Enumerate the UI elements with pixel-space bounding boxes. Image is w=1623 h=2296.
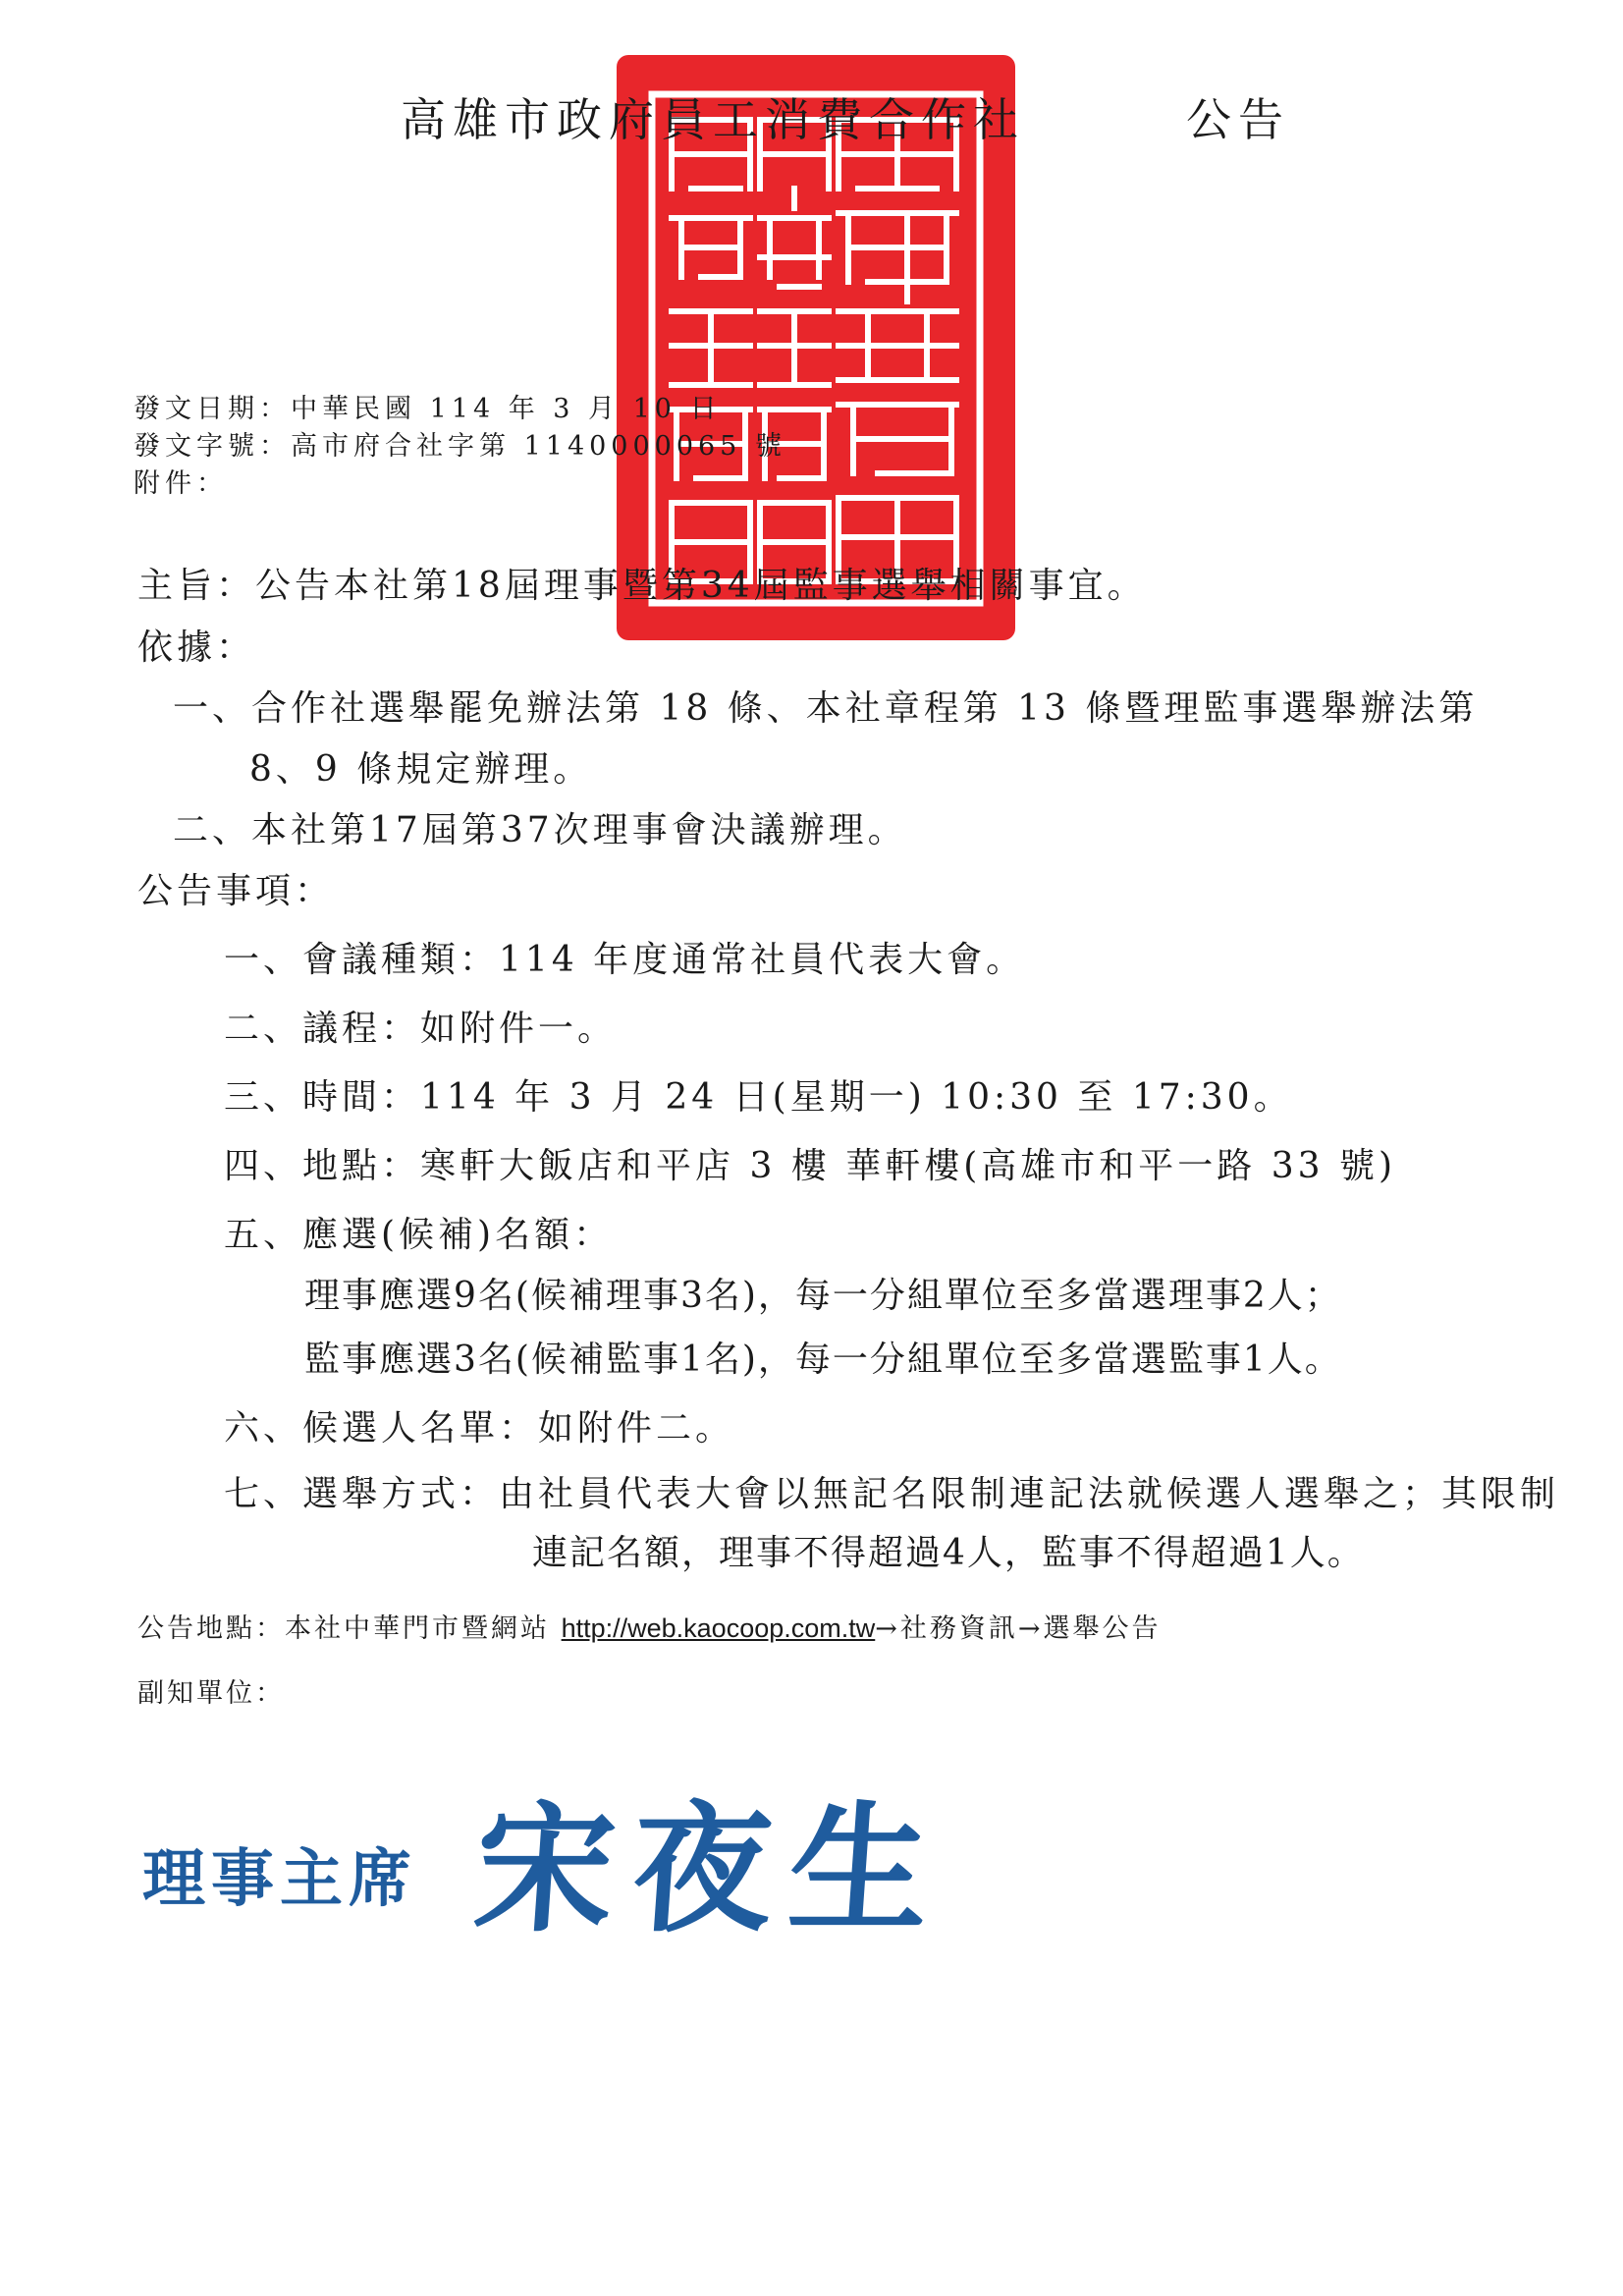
notice-items-label: 公告事項：	[137, 871, 335, 911]
attachment-row	[134, 465, 786, 503]
signature-title: 理事主席	[142, 1843, 417, 1916]
notice-item-7	[224, 1466, 1559, 1516]
notice-item-number: 一、	[224, 940, 303, 980]
basis-item-number: 一、	[173, 688, 252, 729]
notice-item-6	[224, 1400, 734, 1450]
subject-label: 主旨：	[137, 566, 256, 606]
notice-item-number: 七、	[224, 1474, 303, 1514]
basis-item-1	[173, 681, 1478, 731]
posting-location-label: 公告地點：	[137, 1613, 285, 1644]
website-link[interactable]: http://web.kaocoop.com.tw	[561, 1613, 876, 1643]
organization-name: 高雄市政府員工消費合作社	[401, 93, 1025, 146]
notice-item-number: 三、	[224, 1077, 303, 1118]
basis-item-1-continued: 8、9 條規定辦理。	[249, 749, 593, 790]
website-path: →社務資訊→選舉公告	[875, 1613, 1162, 1644]
posting-location-line	[137, 1607, 1162, 1645]
subject-text: 公告本社第18屆理事暨第34屆監事選舉相關事宜。	[255, 566, 1147, 606]
notice-item-number: 二、	[224, 1009, 303, 1049]
notice-item-text: 應選(候補)名額：	[302, 1215, 614, 1255]
notice-item-1	[224, 932, 1025, 982]
reference-number-value: 高市府合社字第 1140000065 號	[291, 431, 786, 462]
notice-item-text: 候選人名單：如附件二。	[302, 1408, 735, 1449]
basis-label: 依據：	[137, 628, 256, 668]
notice-item-5-sub-1: 理事應選9名(候補理事3名)，每一分組單位至多當選理事2人；	[304, 1276, 1342, 1316]
issue-date-value: 中華民國 114 年 3 月 10 日	[291, 394, 722, 424]
notice-item-number: 五、	[224, 1215, 303, 1255]
notice-item-text: 地點：寒軒大飯店和平店 3 樓 華軒樓(高雄市和平一路 33 號)	[302, 1146, 1397, 1186]
issue-date-row	[134, 391, 786, 428]
notice-item-number: 四、	[224, 1146, 303, 1186]
subject-line	[137, 558, 1147, 608]
notice-item-7-continued: 連記名額，理事不得超過4人，監事不得超過1人。	[532, 1533, 1365, 1573]
posting-location-text: 本社中華門市暨網站	[285, 1613, 550, 1644]
notice-item-5-sub-2: 監事應選3名(候補監事1名)，每一分組單位至多當選監事1人。	[304, 1339, 1342, 1380]
attachment-label: 附件：	[134, 468, 228, 499]
cc-units-line	[137, 1671, 285, 1710]
notice-item-3	[224, 1069, 1293, 1120]
cc-units-label: 副知單位：	[137, 1678, 285, 1709]
notice-label: 公告	[1186, 93, 1290, 146]
reference-number-label: 發文字號：	[134, 431, 291, 462]
notice-item-4	[224, 1138, 1396, 1188]
notice-item-text: 會議種類：114 年度通常社員代表大會。	[302, 940, 1026, 980]
document-meta	[134, 391, 786, 503]
signature-name: 宋夜生	[469, 1789, 952, 1951]
reference-number-row	[134, 428, 786, 465]
notice-item-number: 六、	[224, 1408, 303, 1449]
basis-item-text: 本社第17屆第37次理事會決議辦理。	[251, 810, 907, 850]
notice-item-2	[224, 1001, 617, 1051]
notice-item-text: 時間：114 年 3 月 24 日(星期一) 10:30 至 17:30。	[302, 1077, 1293, 1118]
notice-item-text: 議程：如附件一。	[302, 1009, 618, 1049]
basis-item-2	[173, 802, 907, 852]
notice-item-text: 選舉方式：由社員代表大會以無記名限制連記法就候選人選舉之；其限制	[302, 1474, 1560, 1514]
issue-date-label: 發文日期：	[134, 394, 291, 424]
basis-item-number: 二、	[173, 810, 252, 850]
basis-item-text: 合作社選舉罷免辦法第 18 條、本社章程第 13 條暨理監事選舉辦法第	[251, 688, 1479, 729]
notice-item-5	[224, 1207, 613, 1257]
